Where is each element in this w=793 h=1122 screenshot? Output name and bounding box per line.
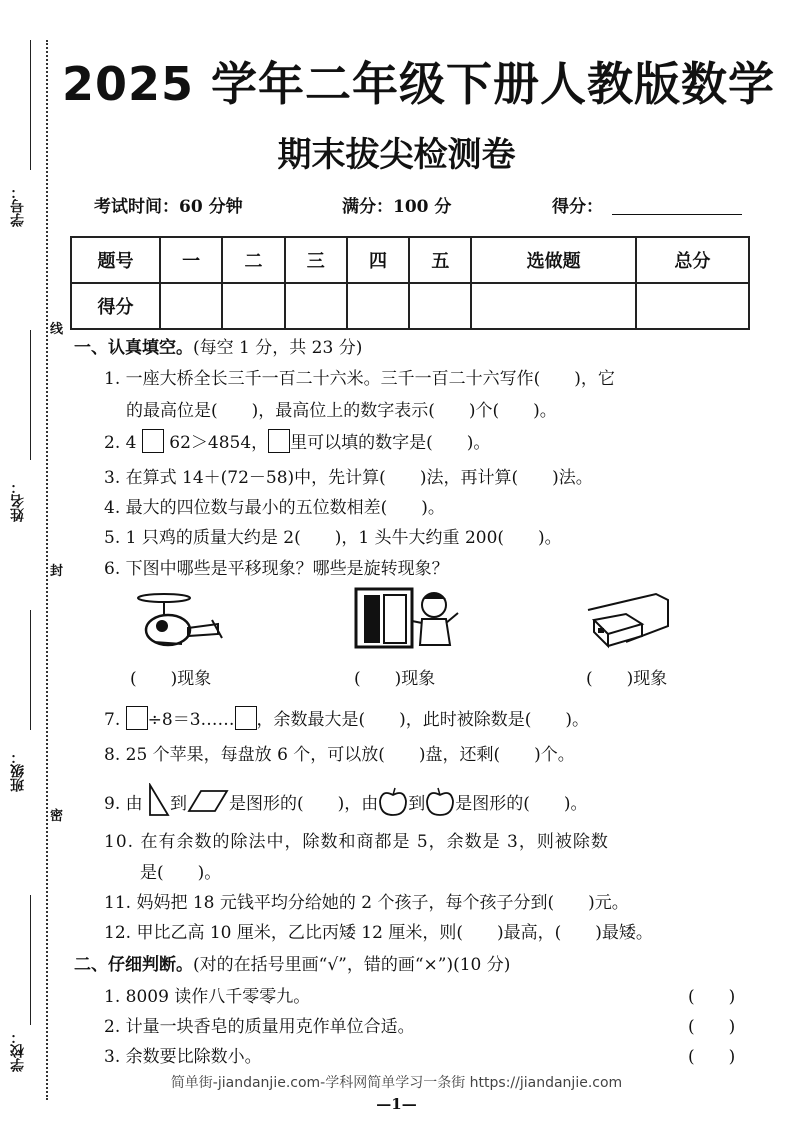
score-row-label: 得分 bbox=[71, 283, 160, 329]
table-header-cell: 选做题 bbox=[471, 237, 635, 283]
q7-prefix: 7. bbox=[104, 710, 121, 730]
table-header-cell: 三 bbox=[285, 237, 347, 283]
triangle-icon bbox=[148, 783, 170, 817]
cut-seal-label: 封 bbox=[50, 564, 64, 579]
q2 bbox=[104, 428, 490, 453]
score-cell[interactable] bbox=[347, 283, 409, 329]
table-header-cell: 五 bbox=[409, 237, 471, 283]
exam-time: 考试时间：60 分钟 bbox=[94, 197, 243, 217]
cut-line-label: 线 bbox=[50, 322, 64, 337]
section2-title: 二、仔细判断。 bbox=[74, 955, 193, 975]
full-score: 满分：100 分 bbox=[342, 197, 452, 217]
judge-q1-paren[interactable]: ( ) bbox=[688, 987, 736, 1007]
table-header-cell: 一 bbox=[160, 237, 222, 283]
binding-dotted-line bbox=[46, 40, 48, 1100]
q1-line1: 1. 一座大桥全长三千一百二十六米。三千一百二十六写作( )，它 bbox=[104, 369, 615, 389]
section2-heading bbox=[74, 950, 510, 975]
score-cell[interactable] bbox=[285, 283, 347, 329]
score-table-score-row bbox=[71, 283, 749, 329]
school-label: 学校： bbox=[10, 1030, 26, 1072]
q9-part-c: 是图形的( )，由 bbox=[229, 794, 379, 814]
q3: 3. 在算式 14＋(72－58)中，先计算( )法，再计算( )法。 bbox=[104, 468, 593, 488]
q2-middle: 62＞4854， bbox=[169, 433, 269, 453]
q4: 4. 最大的四位数与最小的五位数相差( )。 bbox=[104, 498, 445, 518]
parallelogram-icon bbox=[187, 789, 229, 813]
judge-q1: 1. 8009 读作八千零零九。 bbox=[104, 987, 311, 1007]
name-blank[interactable] bbox=[30, 330, 31, 460]
score-table bbox=[70, 236, 750, 330]
q6-blank-window[interactable]: ( )现象 bbox=[354, 669, 436, 689]
table-header-cell: 题号 bbox=[71, 237, 160, 283]
table-header-cell: 二 bbox=[222, 237, 284, 283]
judge-q2: 2. 计量一块香皂的质量用克作单位合适。 bbox=[104, 1017, 415, 1037]
drawer-icon bbox=[586, 590, 670, 652]
q2-blank-box-2[interactable] bbox=[268, 429, 290, 453]
q7-suffix: ，余数最大是( )，此时被除数是( )。 bbox=[256, 710, 590, 730]
q11: 11. 妈妈把 18 元钱平均分给她的 2 个孩子，每个孩子分到( )元。 bbox=[104, 893, 629, 913]
page-title: 2025 学年二年级下册人教版数学 bbox=[62, 57, 776, 111]
section1-heading bbox=[74, 333, 362, 358]
judge-q3: 3. 余数要比除数小。 bbox=[104, 1047, 262, 1067]
school-blank[interactable] bbox=[30, 895, 31, 1025]
page-number: —1— bbox=[376, 1095, 417, 1113]
cut-secret-label: 密 bbox=[50, 809, 64, 824]
q7 bbox=[104, 705, 589, 730]
q2-prefix: 2. 4 bbox=[104, 433, 137, 453]
q6: 6. 下图中哪些是平移现象？哪些是旋转现象？ bbox=[104, 559, 449, 579]
section1-note: (每空 1 分，共 23 分) bbox=[193, 338, 363, 358]
judge-q3-paren[interactable]: ( ) bbox=[688, 1047, 736, 1067]
name-label: 姓名： bbox=[10, 480, 26, 522]
judge-q2-paren[interactable]: ( ) bbox=[688, 1017, 736, 1037]
q6-blank-drawer[interactable]: ( )现象 bbox=[586, 669, 668, 689]
apple-icon bbox=[378, 787, 408, 817]
q7-middle: ÷8＝3…… bbox=[147, 710, 235, 730]
q2-suffix: 里可以填的数字是( )。 bbox=[290, 433, 491, 453]
section2-note: (对的在括号里画“√”，错的画“×”)(10 分) bbox=[193, 955, 511, 975]
q9-part-d: 到 bbox=[408, 794, 426, 814]
section1-title: 一、认真填空。 bbox=[74, 338, 193, 358]
window-and-child-icon bbox=[354, 585, 464, 655]
q8: 8. 25 个苹果，每盘放 6 个，可以放( )盘，还剩( )个。 bbox=[104, 745, 575, 765]
score-cell[interactable] bbox=[160, 283, 222, 329]
page-subtitle: 期末拔尖检测卷 bbox=[277, 135, 516, 175]
score-table-header-row bbox=[71, 237, 749, 283]
class-blank[interactable] bbox=[30, 610, 31, 730]
class-label: 班级： bbox=[10, 750, 26, 792]
student-no-label: 学号： bbox=[10, 185, 26, 227]
score-cell[interactable] bbox=[222, 283, 284, 329]
q9-part-e: 是图形的( )。 bbox=[455, 794, 588, 814]
apple-icon bbox=[425, 787, 455, 817]
helicopter-icon bbox=[132, 590, 232, 655]
q9-part-b: 到 bbox=[170, 794, 188, 814]
q12: 12. 甲比乙高 10 厘米，乙比丙矮 12 厘米，则( )最高，( )最矮。 bbox=[104, 923, 653, 943]
q10-line1: 10. 在有余数的除法中，除数和商都是 5，余数是 3，则被除数 bbox=[104, 832, 609, 852]
q9-part-a: 9. 由 bbox=[104, 794, 143, 814]
table-header-cell: 总分 bbox=[636, 237, 749, 283]
q7-dividend-box[interactable] bbox=[126, 706, 148, 730]
table-header-cell: 四 bbox=[347, 237, 409, 283]
score-cell[interactable] bbox=[409, 283, 471, 329]
q9 bbox=[104, 783, 588, 817]
q2-blank-box-1[interactable] bbox=[142, 429, 164, 453]
score-blank[interactable] bbox=[612, 214, 742, 215]
score-cell[interactable] bbox=[636, 283, 749, 329]
q7-remainder-box[interactable] bbox=[235, 706, 257, 730]
q5: 5. 1 只鸡的质量大约是 2( )，1 头牛大约重 200( )。 bbox=[104, 528, 562, 548]
q10-line2: 是( )。 bbox=[140, 863, 222, 883]
q6-blank-helicopter[interactable]: ( )现象 bbox=[130, 669, 212, 689]
q1-line2: 的最高位是( )，最高位上的数字表示( )个( )。 bbox=[126, 401, 557, 421]
score-label: 得分： bbox=[552, 197, 603, 217]
footer-watermark: 简单街-jiandanjie.com-学科网简单学习一条街 https://jiandanjie.com bbox=[170, 1075, 623, 1091]
score-cell[interactable] bbox=[471, 283, 635, 329]
